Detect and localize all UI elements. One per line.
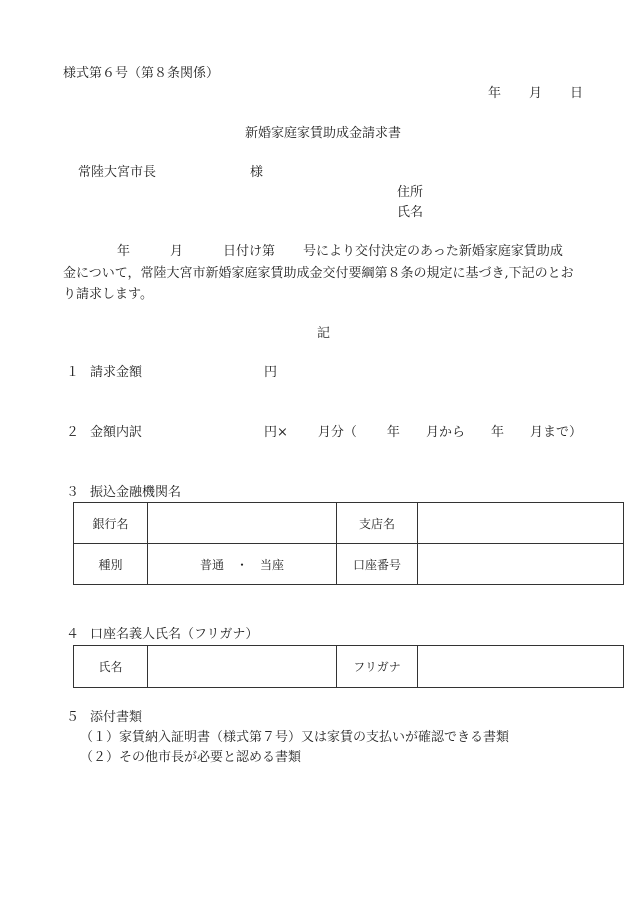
addressee-name: 常陸大宮市長 xyxy=(78,165,157,180)
attachment-doc-1: （１）家賃納入証明書（様式第７号）又は家賃の支払いが確認できる書類 xyxy=(80,730,510,745)
branch-name-field[interactable] xyxy=(418,503,624,544)
name-label: 氏名 xyxy=(397,205,424,220)
item2-number: ２ xyxy=(66,425,80,440)
item2-label: 金額内訳 xyxy=(90,425,143,440)
addressee-honorific: 様 xyxy=(250,165,264,180)
item1-number: １ xyxy=(66,365,80,380)
holder-name-field[interactable] xyxy=(148,646,337,688)
item2-until: 月まで） xyxy=(529,425,582,440)
bank-name-field[interactable] xyxy=(148,503,337,544)
account-holder-table xyxy=(73,645,624,688)
body-line-3: り請求します。 xyxy=(63,287,153,302)
item1-label: 請求金額 xyxy=(90,365,143,380)
item2-year1: 年 xyxy=(386,425,400,440)
form-number: 様式第６号（第８条関係） xyxy=(63,66,220,81)
furigana-label: フリガナ xyxy=(337,646,418,688)
item3-number: ３ xyxy=(66,485,80,500)
account-type-label: 種別 xyxy=(74,544,148,585)
furigana-field[interactable] xyxy=(418,646,624,688)
bank-name-label: 銀行名 xyxy=(74,503,148,544)
body-rest1: 号により交付決定のあった新婚家庭家賃助成 xyxy=(303,244,563,259)
body-year: 年 xyxy=(117,244,131,259)
item2-year2: 年 xyxy=(490,425,504,440)
holder-name-label: 氏名 xyxy=(74,646,148,688)
bank-table xyxy=(73,502,624,585)
item2-from: 月から xyxy=(425,425,465,440)
item5-number: ５ xyxy=(66,710,80,725)
account-type-options[interactable]: 普通 ・ 当座 xyxy=(148,544,337,585)
body-day-no: 日付け第 xyxy=(223,244,276,259)
date-day: 日 xyxy=(570,86,584,101)
attachment-doc-2: （２）その他市長が必要と認める書類 xyxy=(80,750,302,765)
account-number-label: 口座番号 xyxy=(337,544,418,585)
ki-mark: 記 xyxy=(317,326,331,341)
date-line xyxy=(488,86,583,102)
branch-name-label: 支店名 xyxy=(337,503,418,544)
item1-unit: 円 xyxy=(264,365,278,380)
item2-months: 月分（ xyxy=(317,425,357,440)
item4-number: ４ xyxy=(66,627,80,642)
item2-yen-times: 円× xyxy=(264,425,288,440)
date-month: 月 xyxy=(529,86,543,101)
document-title: 新婚家庭家賃助成金請求書 xyxy=(245,126,402,141)
body-month: 月 xyxy=(170,244,184,259)
body-line-2: 金について，常陸大宮市新婚家庭家賃助成金交付要綱第８条の規定に基づき,下記のとお xyxy=(63,266,574,281)
address-label: 住所 xyxy=(397,185,424,200)
date-year: 年 xyxy=(488,86,502,101)
item3-label: 振込金融機関名 xyxy=(90,485,182,500)
account-number-field[interactable] xyxy=(418,544,624,585)
item2-breakdown xyxy=(264,425,582,441)
item4-label: 口座名義人氏名（フリガナ） xyxy=(90,627,259,642)
item5-label: 添付書類 xyxy=(90,710,143,725)
body-line-1 xyxy=(63,244,563,260)
